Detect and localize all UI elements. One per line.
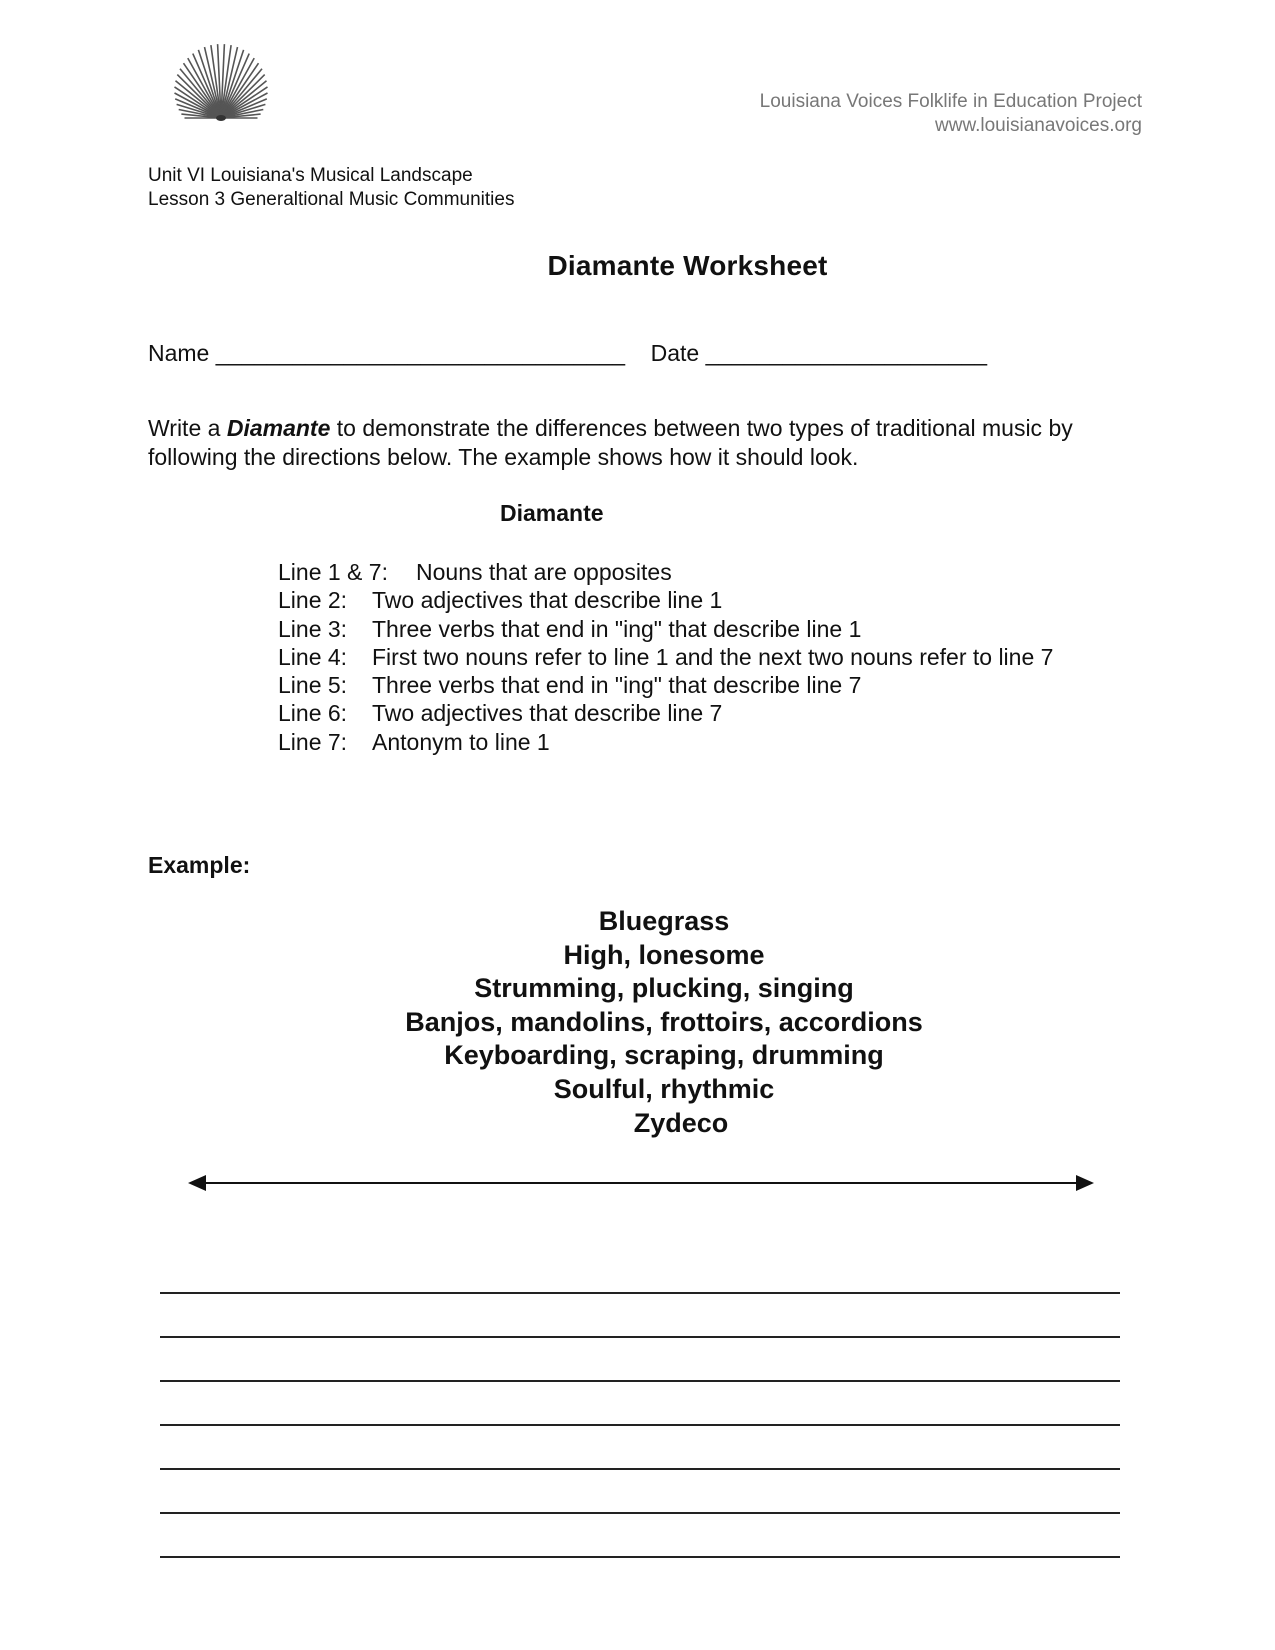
writing-line[interactable] (160, 1382, 1120, 1426)
page-title: Diamante Worksheet (547, 250, 828, 281)
name-blank[interactable]: ________________________________ (215, 340, 626, 366)
poem-line: Bluegrass (598, 906, 730, 936)
instructions-paragraph (148, 414, 1148, 472)
writing-line[interactable] (160, 1250, 1120, 1294)
writing-line[interactable] (160, 1426, 1120, 1470)
rule-item (278, 699, 1053, 727)
rule-item (278, 586, 1053, 614)
rule-text: Three verbs that end in "ing" that describe line 1 (372, 615, 862, 642)
sunburst-fan-icon (152, 38, 290, 124)
poem-line: High, lonesome (563, 939, 765, 970)
rules-list (278, 558, 1053, 756)
example-label: Example: (148, 852, 251, 878)
rule-label: Line 1 & 7: (278, 559, 388, 585)
project-name: Louisiana Voices Folklife in Education Project (759, 91, 1142, 112)
poem-line: Banjos, mandolins, frottoirs, accordions (405, 1006, 923, 1037)
unit-line: Unit VI Louisiana's Musical Landscape (148, 165, 473, 186)
writing-line[interactable] (160, 1294, 1120, 1338)
rule-text: Three verbs that end in "ing" that describe line 7 (372, 672, 862, 699)
name-label: Name (148, 340, 210, 366)
rule-item (278, 615, 1053, 643)
instructions-prefix: Write a (148, 415, 227, 441)
rule-label: Line 5: (278, 672, 348, 699)
rule-text: Nouns that are opposites (416, 559, 672, 585)
diamante-heading: Diamante (500, 500, 604, 526)
date-label: Date (650, 340, 700, 366)
unit-lesson-block (148, 164, 514, 212)
rule-label: Line 4: (278, 643, 348, 670)
date-blank[interactable]: ______________________ (705, 340, 988, 366)
rule-item (278, 728, 1053, 756)
writing-line[interactable] (160, 1338, 1120, 1382)
poem-line: Strumming, plucking, singing (474, 973, 854, 1004)
rule-label: Line 7: (278, 728, 348, 755)
project-website: www.louisianavoices.org (935, 115, 1142, 136)
instructions-suffix: to demonstrate the differences between two types of traditional music by following the directions below. The example shows how it should look. (148, 415, 1073, 470)
writing-line[interactable] (160, 1514, 1120, 1558)
rule-label: Line 2: (278, 587, 348, 614)
rule-text: Two adjectives that describe line 1 (372, 587, 723, 614)
poem-line: Keyboarding, scraping, drumming (444, 1040, 884, 1071)
writing-line[interactable] (160, 1470, 1120, 1514)
rule-text: First two nouns refer to line 1 and the next two nouns refer to line 7 (372, 643, 1054, 670)
rule-item (278, 671, 1053, 699)
rule-label: Line 6: (278, 700, 348, 727)
poem-line: Zydeco (633, 1107, 729, 1138)
instructions-emphasis: Diamante (226, 415, 331, 441)
project-header (760, 90, 1142, 138)
lesson-line: Lesson 3 Generaltional Music Communities (148, 189, 515, 210)
name-date-row (148, 340, 987, 367)
example-poem (390, 905, 938, 1140)
rule-text: Two adjectives that describe line 7 (372, 700, 723, 727)
rule-label: Line 3: (278, 615, 348, 642)
rule-item (278, 643, 1053, 671)
poem-line: Soulful, rhythmic (553, 1073, 775, 1104)
double-headed-arrow-icon (188, 1172, 1094, 1194)
rule-item (278, 558, 1053, 586)
rule-text: Antonym to line 1 (372, 728, 550, 755)
